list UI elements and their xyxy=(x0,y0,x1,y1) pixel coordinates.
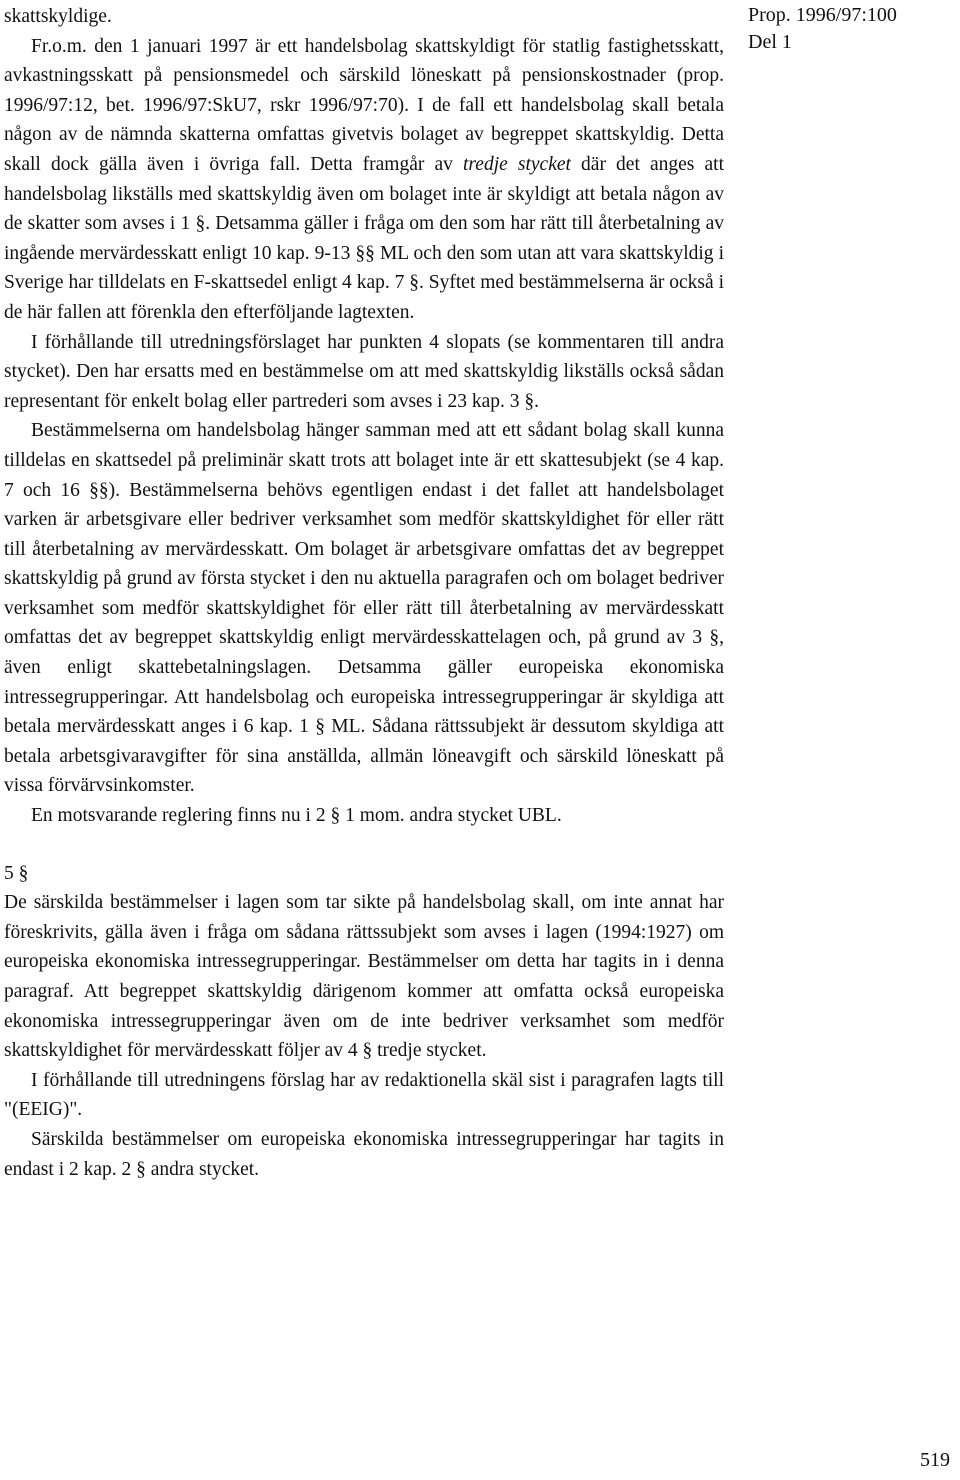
opening-line: skattskyldige. xyxy=(4,6,112,27)
page-number: 519 xyxy=(920,1449,950,1471)
paragraph-6: I förhållande till utredningens förslag har av redaktionella skäl sist i paragrafen lagts till "(EEIG)". xyxy=(4,1069,724,1121)
paragraph-3: Bestämmelserna om handelsbolag hänger samman med att ett sådant bolag skall kunna tilldelas en skattsedel på preliminär skatt trots att bolaget inte är ett skattesubjekt (se 4 kap. 7 och 16 §§). Bestämmelserna behövs egentligen endast i det fallet att handelsbolaget varken är arbetsgivare eller bedriver verksamhet som medför skattskyldighet för eller rätt till återbetalning av mervärdesskatt. Om bolaget är arbetsgivare omfattas det av begreppet skattskyldig på grund av första stycket i den nu aktuella paragrafen och om bolaget bedriver verksamhet som medför skattskyldighet för eller rätt till återbetalning av mervärdesskatt omfattas det av begreppet skattskyldig enligt mervärdesskattelagen och, på grund av 3 §, även enligt skattebetalningslagen. Detsamma gäller europeiska ekonomiska intressegrupperingar. Att handelsbolag och europeiska intressegrupperingar är skyldiga att betala mervärdesskatt anges i 6 kap. 1 § ML. Sådana rättssubjekt är dessutom skyldiga att betala arbetsgivaravgifter för sina anställda, allmän löneavgift och särskild löneskatt på vissa förvärvsinkomster. xyxy=(4,420,724,797)
margin-reference xyxy=(748,2,897,56)
part-label: Del 1 xyxy=(748,31,792,53)
paragraph-5: De särskilda bestämmelser i lagen som tar sikte på handelsbolag skall, om inte annat har föreskrivits, gälla även i fråga om sådana rättssubjekt som avses i lagen (1994:1927) om europeiska ekonomiska intressegrupperingar. Bestämmelser om detta har tagits in i denna paragraf. Att begreppet skattskyldig därigenom kommer att omfatta också europeiska ekonomiska intressegrupperingar även om de inte bedriver verksamhet som medför skattskyldighet för mervärdesskatt följer av 4 § tredje stycket. xyxy=(4,892,724,1062)
paragraph-4: En motsvarande reglering finns nu i 2 § 1 mom. andra stycket UBL. xyxy=(31,805,562,827)
paragraph-7: Särskilda bestämmelser om europeiska ekonomiska intressegrupperingar har tagits in endast i 2 kap. 2 § andra stycket. xyxy=(4,1128,724,1180)
proposition-reference: Prop. 1996/97:100 xyxy=(748,4,897,26)
paragraph-1 xyxy=(4,32,724,328)
paragraph-1-emphasis: tredje stycket xyxy=(463,153,571,175)
paragraph-1-part-a: Fr.o.m. den 1 januari 1997 är ett handelsbolag skattskyldigt för statlig fastighetsskatt, avkastningsskatt på pensionsmedel och särskild löneskatt på pensionskostnader (prop. 1996/97:12, bet. 1996/97:SkU7, rskr 1996/97:70). I de fall ett handelsbolag skall betala någon av de nämnda skatterna omfattas givetvis bolaget av begreppet skattskyldig. Detta skall dock gälla även i övriga fall. Detta framgår av xyxy=(4,35,724,175)
body-text xyxy=(4,2,724,1184)
section-heading: 5 § xyxy=(4,862,29,884)
paragraph-1-part-b: där det anges att handelsbolag likställs med skattskyldig även om bolaget inte är skyldigt att betala någon av de skatter som avses i 1 §. Detsamma gäller i fråga om den som har rätt till återbetalning av ingående mervärdesskatt enligt 10 kap. 9-13 §§ ML och den som utan att vara skattskyldig i Sverige har tilldelats en F-skattsedel enligt 4 kap. 7 §. Syftet med bestämmelserna är också i de här fallen att förenkla den efterföljande lagtexten. xyxy=(4,153,724,323)
paragraph-2: I förhållande till utredningsförslaget har punkten 4 slopats (se kommentaren till andra stycket). Den har ersatts med en bestämmelse om att med skattskyldig likställs också sådan representant för enkelt bolag eller partrederi som avses i 23 kap. 3 §. xyxy=(4,331,724,412)
